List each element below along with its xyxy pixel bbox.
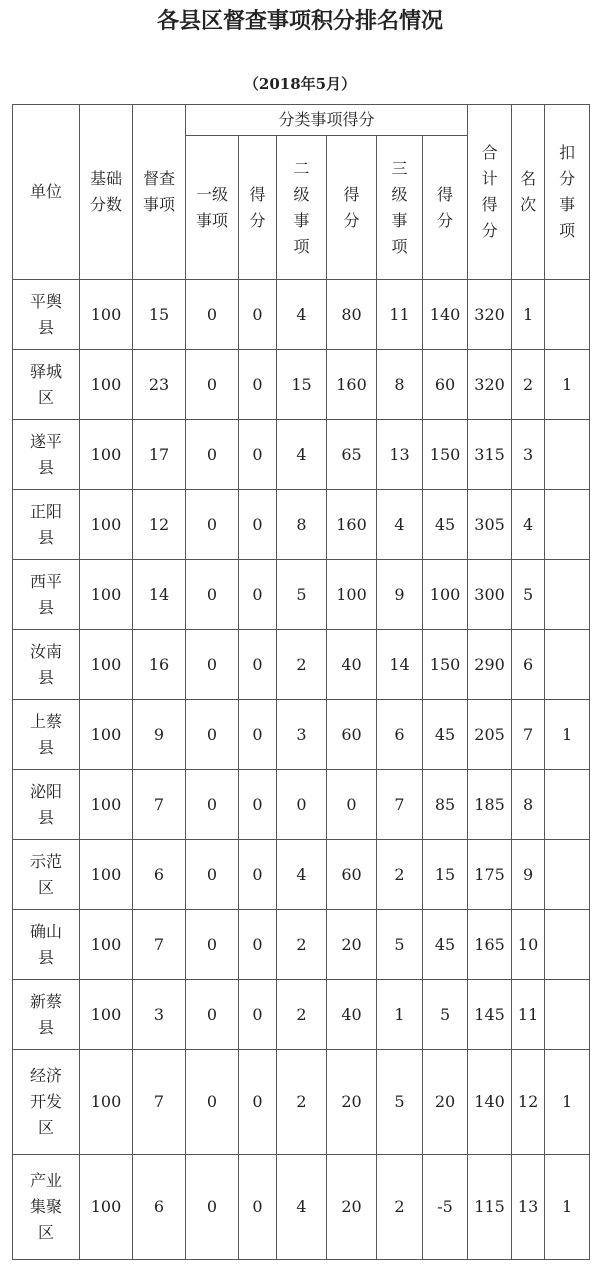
cell-level3: 5 [377,910,423,980]
header-deduct-text: 扣分事项 [559,143,576,240]
header-score3 [423,136,468,280]
cell-level3: 1 [377,980,423,1050]
cell-level2: 2 [277,980,327,1050]
cell-unit [13,840,80,910]
cell-score2: 40 [327,980,377,1050]
cell-items: 9 [133,700,186,770]
table-row [13,910,590,980]
cell-base: 100 [80,420,133,490]
header-level3-text: 三级事项 [391,158,408,256]
cell-items: 7 [133,1050,186,1155]
cell-items: 17 [133,420,186,490]
cell-unit-text: 新蔡县 [29,991,62,1037]
cell-score2: 0 [327,770,377,840]
cell-score1: 0 [239,910,277,980]
cell-level2: 15 [277,350,327,420]
header-level2-text: 二级事项 [293,158,310,256]
cell-deduct [545,630,590,700]
header-score2 [327,136,377,280]
cell-rank: 13 [512,1155,545,1260]
cell-rank: 10 [512,910,545,980]
cell-deduct: 1 [545,700,590,770]
cell-base: 100 [80,490,133,560]
cell-unit-text: 上蔡县 [29,711,62,757]
cell-items: 6 [133,1155,186,1260]
cell-score1: 0 [239,980,277,1050]
header-level3 [377,136,423,280]
header-level1 [186,136,239,280]
cell-deduct [545,490,590,560]
header-unit-text: 单位 [29,182,62,201]
cell-total: 305 [468,490,512,560]
cell-level3: 11 [377,280,423,350]
cell-unit [13,700,80,770]
cell-score2: 20 [327,1155,377,1260]
cell-level1: 0 [186,280,239,350]
cell-unit [13,980,80,1050]
cell-total: 320 [468,280,512,350]
cell-level1: 0 [186,560,239,630]
cell-score2: 60 [327,700,377,770]
cell-rank: 3 [512,420,545,490]
cell-score1: 0 [239,1050,277,1155]
cell-items: 15 [133,280,186,350]
cell-rank: 9 [512,840,545,910]
cell-level3: 9 [377,560,423,630]
cell-total: 315 [468,420,512,490]
cell-rank: 2 [512,350,545,420]
page-subtitle: （2018年5月） [243,75,357,93]
cell-unit [13,350,80,420]
header-score1-text: 得分 [249,184,266,230]
cell-level2: 2 [277,910,327,980]
cell-total: 140 [468,1050,512,1155]
table-row [13,420,590,490]
cell-total: 320 [468,350,512,420]
cell-level3: 5 [377,1050,423,1155]
cell-unit-text: 西平县 [29,571,62,617]
cell-base: 100 [80,560,133,630]
cell-base: 100 [80,280,133,350]
cell-level2: 0 [277,770,327,840]
cell-unit [13,770,80,840]
cell-base: 100 [80,700,133,770]
cell-score3: 150 [423,630,468,700]
header-items-text: 督查事项 [142,169,175,214]
cell-deduct: 1 [545,350,590,420]
header-level2 [277,136,327,280]
cell-score1: 0 [239,840,277,910]
cell-items: 23 [133,350,186,420]
cell-deduct: 1 [545,1155,590,1260]
cell-unit-text: 示范区 [29,851,62,897]
cell-total: 115 [468,1155,512,1260]
cell-items: 7 [133,910,186,980]
cell-score3: -5 [423,1155,468,1260]
header-score1 [239,136,277,280]
cell-deduct [545,280,590,350]
cell-base: 100 [80,840,133,910]
cell-level1: 0 [186,350,239,420]
cell-score1: 0 [239,560,277,630]
page-title: 各县区督查事项积分排名情况 [156,9,443,34]
cell-rank: 1 [512,280,545,350]
cell-level2: 5 [277,560,327,630]
cell-score1: 0 [239,280,277,350]
cell-base: 100 [80,1155,133,1260]
score-table [12,104,590,1260]
cell-base: 100 [80,350,133,420]
cell-level3: 6 [377,700,423,770]
header-total-text: 合计得分 [481,143,498,240]
header-base-score-text: 基础分数 [89,169,122,214]
cell-level2: 4 [277,840,327,910]
header-items [133,105,186,280]
cell-deduct [545,420,590,490]
cell-level3: 14 [377,630,423,700]
cell-unit-text: 正阳县 [29,501,62,547]
cell-items: 6 [133,840,186,910]
cell-score2: 100 [327,560,377,630]
cell-score3: 45 [423,910,468,980]
table-row [13,560,590,630]
cell-level1: 0 [186,770,239,840]
cell-total: 205 [468,700,512,770]
table-row [13,490,590,560]
cell-score2: 20 [327,910,377,980]
cell-total: 185 [468,770,512,840]
cell-score1: 0 [239,490,277,560]
table-row [13,770,590,840]
cell-score1: 0 [239,420,277,490]
header-level1-text: 一级事项 [195,184,228,230]
table-row [13,630,590,700]
cell-score1: 0 [239,630,277,700]
cell-items: 3 [133,980,186,1050]
table-row [13,980,590,1050]
score-table-body [13,280,590,1260]
cell-level2: 3 [277,700,327,770]
cell-level1: 0 [186,840,239,910]
cell-level1: 0 [186,700,239,770]
cell-score3: 150 [423,420,468,490]
header-rank [512,105,545,280]
cell-level2: 4 [277,280,327,350]
cell-total: 145 [468,980,512,1050]
cell-score2: 60 [327,840,377,910]
cell-level2: 2 [277,630,327,700]
cell-score2: 40 [327,630,377,700]
cell-deduct [545,560,590,630]
cell-rank: 5 [512,560,545,630]
header-base-score [80,105,133,280]
cell-total: 290 [468,630,512,700]
table-row [13,700,590,770]
cell-score3: 100 [423,560,468,630]
cell-unit-text: 经济开发区 [29,1066,62,1137]
cell-deduct [545,840,590,910]
header-group [186,105,468,136]
cell-items: 16 [133,630,186,700]
cell-base: 100 [80,1050,133,1155]
cell-items: 7 [133,770,186,840]
cell-total: 300 [468,560,512,630]
cell-total: 165 [468,910,512,980]
cell-unit-text: 确山县 [29,921,62,967]
cell-score2: 65 [327,420,377,490]
cell-score3: 140 [423,280,468,350]
cell-rank: 4 [512,490,545,560]
cell-unit-text: 产业集聚区 [29,1171,62,1242]
cell-score3: 15 [423,840,468,910]
cell-total: 175 [468,840,512,910]
table-row [13,840,590,910]
cell-score2: 20 [327,1050,377,1155]
cell-unit [13,490,80,560]
table-row [13,1155,590,1260]
header-score3-text: 得分 [437,184,454,230]
table-row [13,280,590,350]
cell-level2: 8 [277,490,327,560]
cell-unit [13,1155,80,1260]
header-unit [13,105,80,280]
cell-score2: 160 [327,350,377,420]
cell-unit [13,420,80,490]
cell-score2: 80 [327,280,377,350]
header-total [468,105,512,280]
cell-score3: 60 [423,350,468,420]
cell-level3: 8 [377,350,423,420]
cell-level3: 13 [377,420,423,490]
cell-score3: 45 [423,490,468,560]
cell-level1: 0 [186,910,239,980]
cell-level2: 4 [277,1155,327,1260]
cell-unit-text: 遂平县 [29,431,62,477]
cell-level1: 0 [186,630,239,700]
cell-base: 100 [80,910,133,980]
cell-score1: 0 [239,700,277,770]
header-deduct [545,105,590,280]
cell-score1: 0 [239,770,277,840]
cell-base: 100 [80,770,133,840]
cell-deduct [545,910,590,980]
cell-level3: 4 [377,490,423,560]
header-rank-text: 名次 [520,169,537,214]
cell-level3: 7 [377,770,423,840]
cell-unit-text: 泌阳县 [29,781,62,827]
cell-deduct: 1 [545,1050,590,1155]
cell-rank: 7 [512,700,545,770]
cell-rank: 6 [512,630,545,700]
cell-score2: 160 [327,490,377,560]
table-row [13,1050,590,1155]
cell-deduct [545,980,590,1050]
cell-level1: 0 [186,490,239,560]
cell-unit [13,630,80,700]
cell-score3: 85 [423,770,468,840]
cell-level1: 0 [186,980,239,1050]
cell-unit [13,280,80,350]
cell-unit [13,1050,80,1155]
cell-unit-text: 驿城区 [29,361,62,407]
table-row [13,350,590,420]
cell-items: 12 [133,490,186,560]
cell-unit [13,560,80,630]
cell-unit-text: 汝南县 [29,641,62,687]
header-group-text: 分类事项得分 [278,110,375,129]
cell-rank: 8 [512,770,545,840]
cell-rank: 12 [512,1050,545,1155]
cell-level1: 0 [186,1155,239,1260]
cell-base: 100 [80,630,133,700]
cell-items: 14 [133,560,186,630]
cell-level2: 2 [277,1050,327,1155]
cell-level2: 4 [277,420,327,490]
header-score2-text: 得分 [343,184,360,230]
cell-level1: 0 [186,420,239,490]
cell-score1: 0 [239,1155,277,1260]
cell-rank: 11 [512,980,545,1050]
cell-score3: 5 [423,980,468,1050]
cell-deduct [545,770,590,840]
cell-score3: 20 [423,1050,468,1155]
cell-unit [13,910,80,980]
cell-unit-text: 平舆县 [29,291,62,337]
cell-score3: 45 [423,700,468,770]
cell-base: 100 [80,980,133,1050]
cell-level1: 0 [186,1050,239,1155]
cell-level3: 2 [377,1155,423,1260]
cell-level3: 2 [377,840,423,910]
cell-score1: 0 [239,350,277,420]
